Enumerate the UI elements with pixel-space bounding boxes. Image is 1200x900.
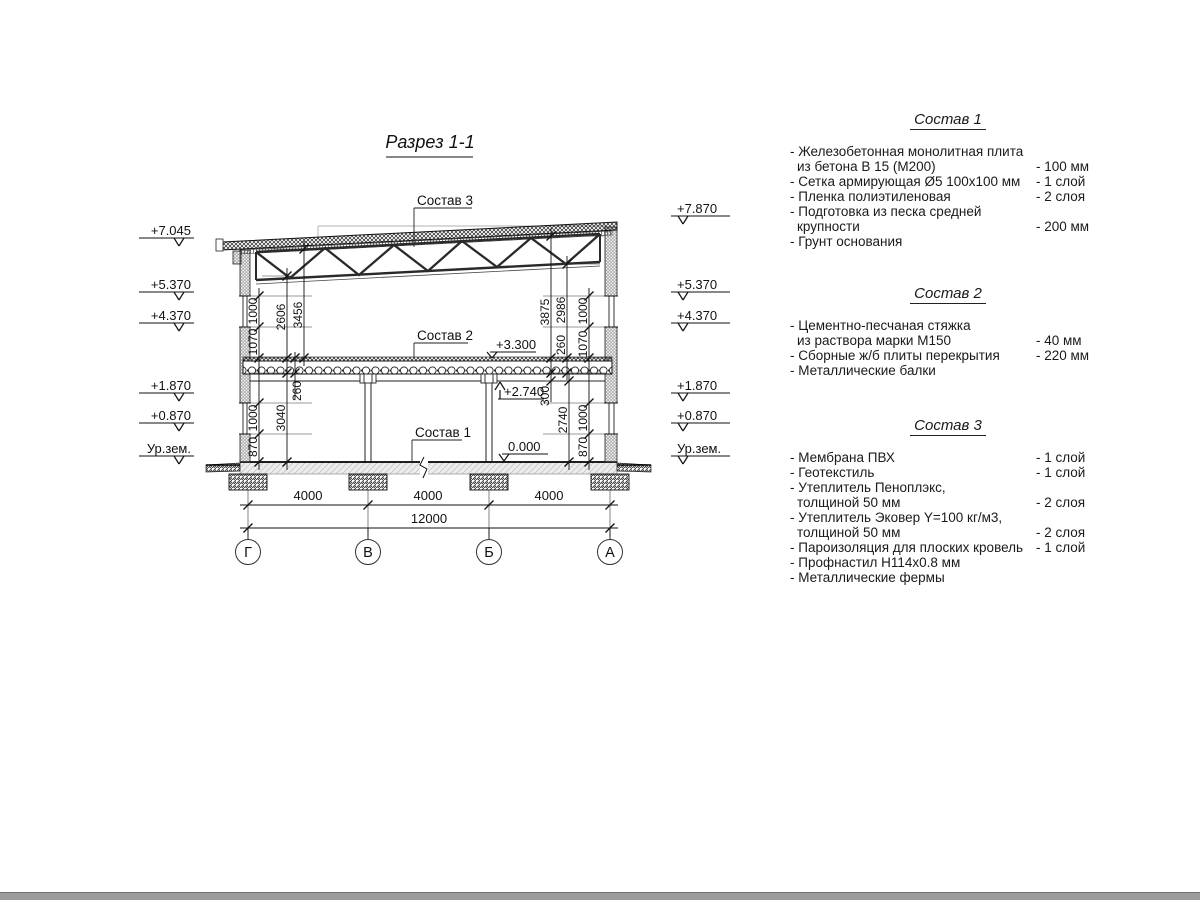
spec-item bbox=[790, 144, 1106, 174]
composition-section-1 bbox=[790, 112, 1106, 249]
axis-bubble-label: В bbox=[363, 545, 373, 561]
dim-label: 2606 bbox=[274, 303, 288, 331]
callout-label: Состав 2 bbox=[417, 328, 473, 343]
spec-item-value: - 200 мм bbox=[1036, 219, 1090, 234]
axis-bubbles bbox=[236, 540, 623, 565]
dim-label: 2986 bbox=[554, 296, 568, 324]
dim-label: 3875 bbox=[538, 298, 552, 326]
elevation-label: +5.370 bbox=[677, 277, 718, 292]
dim-label: 1000 bbox=[246, 297, 260, 325]
spec-item-name: - Цементно-песчаная стяжка bbox=[790, 318, 971, 333]
spec-item-value: - 40 мм bbox=[1036, 333, 1082, 348]
spec-item-name-2: толщиной 50 мм bbox=[797, 495, 901, 510]
callout-label: Состав 1 bbox=[415, 425, 471, 440]
spec-item-name: - Грунт основания bbox=[790, 234, 903, 249]
spec-item-name: - Пароизоляция для плоских кровель bbox=[790, 540, 1024, 555]
spec-item-name: - Мембрана ПВХ bbox=[790, 450, 895, 465]
roof-edge-cap bbox=[216, 239, 223, 251]
section-title: Состав 2 bbox=[790, 286, 1106, 301]
drawing-title: Разрез 1-1 bbox=[385, 132, 475, 152]
spec-item-value: - 1 слой bbox=[1036, 450, 1086, 465]
elevation-label: +4.370 bbox=[150, 308, 191, 323]
spec-item-name: - Утеплитель Эковер Y=100 кг/м3, bbox=[790, 510, 1003, 525]
spec-item-value: - 2 слоя bbox=[1036, 525, 1086, 540]
bottom-dimensions bbox=[294, 488, 564, 526]
fascia bbox=[233, 251, 241, 264]
elevation-label: Ур.зем. bbox=[146, 441, 191, 456]
elevation-label: +1.870 bbox=[677, 378, 718, 393]
spec-item-value: - 1 слой bbox=[1036, 174, 1086, 189]
spec-item bbox=[790, 570, 1106, 585]
dim-label: 870 bbox=[576, 436, 590, 458]
window-bottom-edge bbox=[0, 892, 1200, 900]
spec-item bbox=[790, 555, 1106, 570]
spec-item-name-2: из раствора марки М150 bbox=[797, 333, 951, 348]
composition-section-2 bbox=[790, 286, 1106, 378]
spec-item-name: - Профнастил Н114х0.8 мм bbox=[790, 555, 961, 570]
ground-and-foundation bbox=[206, 457, 651, 490]
spec-item-name: - Подготовка из песка средней bbox=[790, 204, 982, 219]
spec-item-value: - 2 слоя bbox=[1036, 495, 1086, 510]
callout-label: Состав 3 bbox=[417, 193, 473, 208]
spec-item-name: - Железобетонная монолитная плита bbox=[790, 144, 1024, 159]
columns bbox=[360, 374, 497, 462]
section-title: Состав 3 bbox=[790, 418, 1106, 433]
spec-item bbox=[790, 510, 1106, 540]
spec-item bbox=[790, 540, 1106, 555]
elevation-label: +0.870 bbox=[677, 408, 718, 423]
elevation-label: 0.000 bbox=[508, 439, 541, 454]
axis-bubble-label: Г bbox=[244, 545, 252, 561]
dim-label: 260 bbox=[554, 334, 568, 356]
spec-item-value: - 1 слой bbox=[1036, 465, 1086, 480]
elevation-marks-inner bbox=[487, 337, 548, 461]
dim-label: 260 bbox=[290, 380, 304, 402]
dim-label: 1000 bbox=[576, 404, 590, 432]
dim-label: 300 bbox=[538, 385, 552, 407]
elevation-label: +3.300 bbox=[496, 337, 537, 352]
elevation-label: +2.740 bbox=[504, 384, 545, 399]
dim-label: 4000 bbox=[534, 488, 564, 503]
spec-item-name-2: крупности bbox=[797, 219, 860, 234]
dim-label: 1000 bbox=[246, 404, 260, 432]
dim-label: 3040 bbox=[274, 404, 288, 432]
spec-item bbox=[790, 189, 1106, 204]
elevation-label: Ур.зем. bbox=[677, 441, 722, 456]
spec-item bbox=[790, 234, 1106, 249]
dim-label: 1000 bbox=[576, 297, 590, 325]
spec-item-name-2: толщиной 50 мм bbox=[797, 525, 901, 540]
spec-item-name: - Утеплитель Пеноплэкс, bbox=[790, 480, 946, 495]
dim-label: 1070 bbox=[576, 330, 590, 358]
dim-label: 12000 bbox=[410, 511, 448, 526]
spec-item-name-2: из бетона В 15 (М200) bbox=[797, 159, 936, 174]
dim-label: 4000 bbox=[413, 488, 443, 503]
dim-label: 2740 bbox=[556, 406, 570, 434]
spec-item-name: - Сборные ж/б плиты перекрытия bbox=[790, 348, 1000, 363]
elevation-marks-right bbox=[671, 201, 730, 464]
composition-section-3 bbox=[790, 418, 1106, 585]
spec-item bbox=[790, 174, 1106, 189]
spec-item bbox=[790, 348, 1106, 363]
drawing-title-group bbox=[385, 132, 474, 157]
spec-item-name: - Геотекстиль bbox=[790, 465, 875, 480]
spec-item-name: - Металлические фермы bbox=[790, 570, 945, 585]
spec-item bbox=[790, 450, 1106, 465]
spec-item-name: - Пленка полиэтиленовая bbox=[790, 189, 951, 204]
dim-label: 1070 bbox=[246, 328, 260, 356]
spec-item-value: - 2 слоя bbox=[1036, 189, 1086, 204]
dim-label: 3456 bbox=[291, 301, 305, 329]
elevation-label: +4.370 bbox=[677, 308, 718, 323]
spec-item bbox=[790, 480, 1106, 510]
spec-item bbox=[790, 318, 1106, 348]
elevation-marks-left bbox=[139, 223, 194, 464]
dim-label: 4000 bbox=[293, 488, 323, 503]
spec-item-name: - Сетка армирующая Ø5 100х100 мм bbox=[790, 174, 1021, 189]
dim-label: 870 bbox=[246, 436, 260, 458]
elevation-label: +7.045 bbox=[150, 223, 191, 238]
section-title: Состав 1 bbox=[790, 112, 1106, 127]
elevation-label: +7.870 bbox=[677, 201, 718, 216]
elevation-label: +5.370 bbox=[150, 277, 191, 292]
spec-item-name: - Металлические балки bbox=[790, 363, 936, 378]
spec-item-value: - 100 мм bbox=[1036, 159, 1090, 174]
spec-item bbox=[790, 363, 1106, 378]
spec-item-value: - 1 слой bbox=[1036, 540, 1086, 555]
axis-bubble-label: Б bbox=[484, 545, 494, 561]
spec-item bbox=[790, 204, 1106, 234]
elevation-label: +0.870 bbox=[150, 408, 191, 423]
elevation-label: +1.870 bbox=[150, 378, 191, 393]
spec-item bbox=[790, 465, 1106, 480]
spec-item-value: - 220 мм bbox=[1036, 348, 1090, 363]
axis-bubble-label: А bbox=[605, 545, 615, 561]
